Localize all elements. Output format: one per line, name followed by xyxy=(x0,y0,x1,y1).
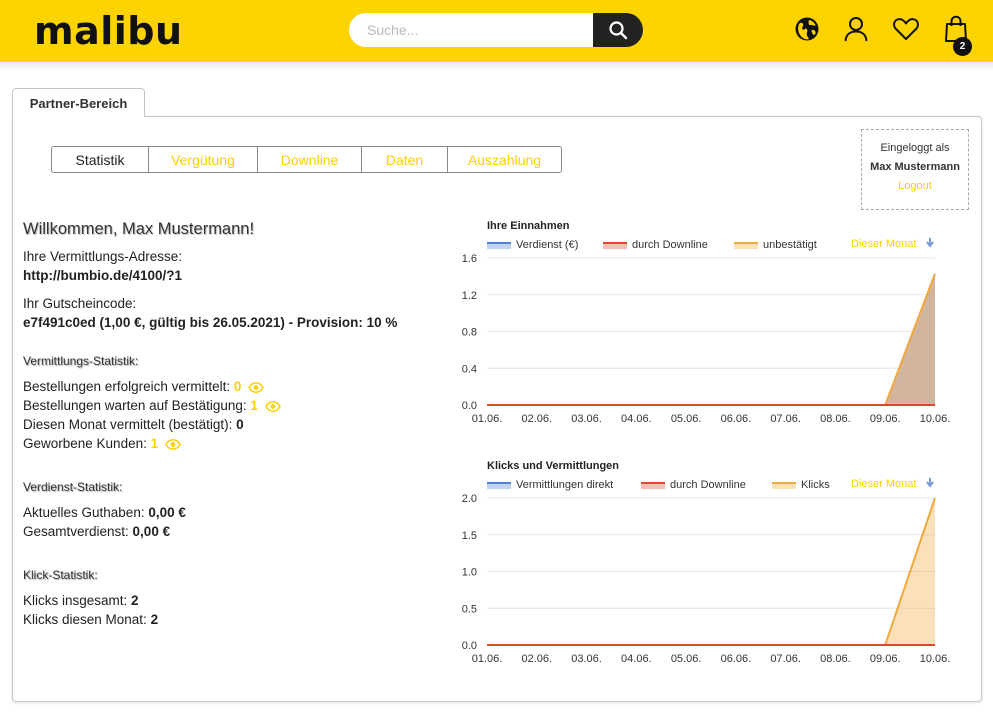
legend-label: durch Downline xyxy=(632,239,708,251)
clicks-chart xyxy=(450,455,970,670)
y-tick-label: 1.5 xyxy=(461,529,477,542)
stat-row-orders-success xyxy=(23,377,443,396)
nav-tab-daten[interactable]: Daten xyxy=(362,147,448,172)
search-input[interactable] xyxy=(349,13,594,47)
x-tick-label: 03.06. xyxy=(571,413,602,425)
logout-link[interactable]: Logout xyxy=(898,180,932,192)
x-tick-label: 07.06. xyxy=(770,413,801,425)
stat-row-balance xyxy=(23,503,443,522)
x-tick-label: 06.06. xyxy=(720,413,752,425)
x-tick-label: 10.06. xyxy=(919,653,951,665)
earnings-chart xyxy=(450,215,970,430)
stat-value-link[interactable]: 1 xyxy=(150,436,159,451)
legend-label: Vermittlungen direkt xyxy=(516,479,614,491)
stat-label: Diesen Monat vermittelt (bestätigt): xyxy=(23,417,237,432)
cart-count-badge: 2 xyxy=(953,37,972,56)
x-tick-label: 04.06. xyxy=(621,653,652,665)
tab-partner-area[interactable]: Partner-Bereich xyxy=(12,88,145,117)
x-tick-label: 09.06. xyxy=(869,413,901,425)
legend-label: durch Downline xyxy=(670,479,746,491)
stat-value-link[interactable]: 0 xyxy=(233,379,242,394)
wishlist-button[interactable] xyxy=(891,14,921,44)
stat-label: Bestellungen erfolgreich vermittelt: xyxy=(23,379,234,394)
x-tick-label: 03.06. xyxy=(571,653,602,665)
x-tick-label: 06.06. xyxy=(720,653,752,665)
chart-title: Ihre Einnahmen xyxy=(487,220,570,232)
language-button[interactable] xyxy=(792,14,822,44)
y-tick-label: 0.4 xyxy=(461,363,477,376)
account-button[interactable] xyxy=(841,14,871,44)
stat-value: 0,00 € xyxy=(132,524,171,539)
y-tick-label: 1.2 xyxy=(461,289,477,302)
welcome-heading: Willkommen, Max Mustermann! xyxy=(23,220,255,238)
x-tick-label: 09.06. xyxy=(869,653,901,665)
legend-label: Klicks xyxy=(801,479,830,491)
y-tick-label: 0.5 xyxy=(461,603,477,616)
stat-value: 2 xyxy=(131,593,139,608)
nav-tab-statistik[interactable]: Statistik xyxy=(52,147,149,172)
stat-row-customers xyxy=(23,434,443,453)
y-tick-label: 1.0 xyxy=(461,566,477,579)
x-tick-label: 05.06. xyxy=(670,653,702,665)
referral-label: Ihre Vermittlungs-Adresse: xyxy=(23,249,183,264)
coupon-code: e7f491c0ed (1,00 €, gültig bis 26.05.2021) - Provision: 10 % xyxy=(23,315,398,330)
stat-row-month-confirmed xyxy=(23,415,443,434)
legend-label: unbestätigt xyxy=(763,239,817,251)
search-icon xyxy=(608,20,628,40)
month-filter-link[interactable]: Dieser Monat xyxy=(851,238,917,250)
stat-label: Klicks diesen Monat: xyxy=(23,612,151,627)
eye-icon[interactable] xyxy=(265,401,281,412)
nav-tab-downline[interactable]: Downline xyxy=(258,147,362,172)
stat-label: Aktuelles Guthaben: xyxy=(23,505,149,520)
stat-value: 2 xyxy=(150,612,159,627)
x-tick-label: 04.06. xyxy=(621,413,652,425)
login-status-box xyxy=(861,129,969,210)
eye-icon[interactable] xyxy=(248,382,264,393)
x-tick-label: 02.06. xyxy=(521,653,553,665)
x-tick-label: 08.06. xyxy=(820,413,851,425)
site-logo[interactable]: malibu xyxy=(34,9,183,53)
x-tick-label: 01.06. xyxy=(471,413,503,425)
partner-nav xyxy=(51,146,562,173)
series-area xyxy=(487,274,935,405)
y-tick-label: 0.0 xyxy=(461,400,477,412)
x-tick-label: 02.06. xyxy=(521,413,553,425)
nav-tab-auszahlung[interactable]: Auszahlung xyxy=(467,151,542,168)
x-tick-label: 05.06. xyxy=(670,413,702,425)
series-line xyxy=(487,274,935,405)
stat-label: Geworbene Kunden: xyxy=(23,436,151,451)
header-shadow xyxy=(0,62,993,72)
verdienst-stats-title: Verdienst-Statistik: xyxy=(23,480,123,494)
stat-row-clicks-total xyxy=(23,591,443,610)
logged-in-user: Max Mustermann xyxy=(870,161,960,173)
heart-icon xyxy=(892,16,920,42)
user-icon xyxy=(843,16,869,42)
search-bar xyxy=(349,13,643,47)
stat-value: 0 xyxy=(236,417,244,432)
nav-tab-verguetung[interactable]: Vergütung xyxy=(149,147,258,172)
stat-row-orders-pending xyxy=(23,396,443,415)
stat-value-link[interactable]: 1 xyxy=(250,398,258,413)
chart-title: Klicks und Vermittlungen xyxy=(487,460,620,472)
coupon-label: Ihr Gutscheincode: xyxy=(23,296,137,311)
arrow-down-icon xyxy=(927,478,933,486)
y-tick-label: 0.0 xyxy=(461,640,477,652)
stat-label: Klicks insgesamt: xyxy=(23,593,132,608)
stat-label: Gesamtverdienst: xyxy=(23,524,133,539)
site-header xyxy=(0,0,993,62)
y-tick-label: 0.8 xyxy=(461,326,477,339)
x-tick-label: 01.06. xyxy=(471,653,503,665)
klick-stats-title: Klick-Statistik: xyxy=(23,568,98,582)
vermittlung-stats-title: Vermittlungs-Statistik: xyxy=(23,354,139,368)
logged-in-label: Eingeloggt als xyxy=(880,142,950,154)
stat-row-clicks-month xyxy=(23,610,443,629)
globe-icon xyxy=(794,16,820,42)
referral-url: http://bumbio.de/4100/?1 xyxy=(23,268,183,283)
y-tick-label: 1.6 xyxy=(461,253,477,265)
search-button[interactable] xyxy=(593,13,643,47)
x-tick-label: 10.06. xyxy=(919,413,951,425)
arrow-down-icon xyxy=(927,238,933,246)
legend-label: Verdienst (€) xyxy=(516,239,579,251)
eye-icon[interactable] xyxy=(165,439,181,450)
stat-value: 0,00 € xyxy=(148,505,186,520)
x-tick-label: 08.06. xyxy=(820,653,851,665)
partner-info xyxy=(23,220,443,629)
y-tick-label: 2.0 xyxy=(461,493,477,505)
stat-row-total-earned xyxy=(23,522,443,541)
month-filter-link[interactable]: Dieser Monat xyxy=(851,478,917,490)
x-tick-label: 07.06. xyxy=(770,653,801,665)
stat-label: Bestellungen warten auf Bestätigung: xyxy=(23,398,251,413)
